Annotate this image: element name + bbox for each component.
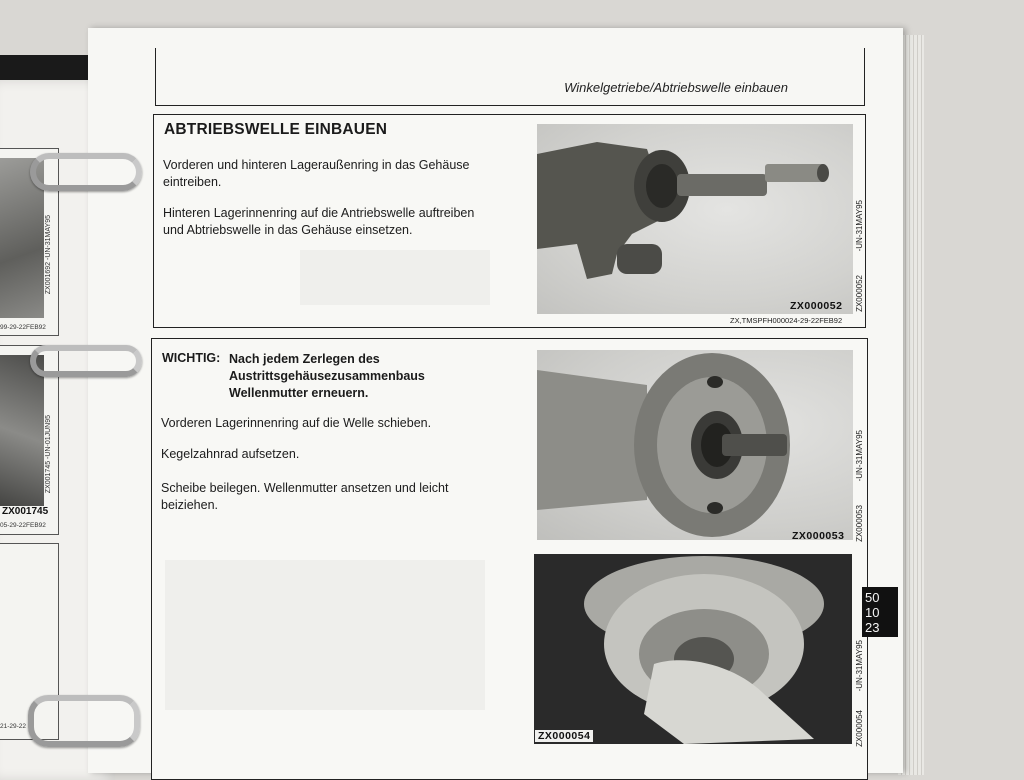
faint-bleed-through xyxy=(300,250,490,305)
left-page-ref-3: 21-29-22 xyxy=(0,723,27,730)
photo-side-code-repeat: ZX000054 xyxy=(855,710,864,747)
photo-side-code: -UN-31MAY95 xyxy=(855,640,864,692)
photo-side-code: -UN-31MAY95 xyxy=(855,200,864,252)
left-page-side-code-1: ZX001692 -UN-31MAY95 xyxy=(45,215,52,295)
tab-line: 23 xyxy=(865,620,880,635)
step-1 xyxy=(161,415,431,432)
left-page-ref-1: 99-29-22FEB92 xyxy=(0,324,46,331)
tab-line: 10 xyxy=(865,605,880,620)
text-line: eintreiben. xyxy=(163,175,222,189)
text-line: Nach jedem Zerlegen des xyxy=(229,352,380,366)
binder-ring-1[interactable] xyxy=(30,153,142,191)
text-line: Vorderen Lagerinnenring auf die Welle schieben. xyxy=(161,416,432,430)
photo-code: ZX000053 xyxy=(792,530,845,542)
photo-code: ZX000052 xyxy=(790,300,843,312)
instruction-paragraph-2 xyxy=(163,205,474,239)
step-2 xyxy=(161,446,299,463)
photo-bevel-gear xyxy=(534,554,852,744)
binder-ring-2[interactable] xyxy=(30,345,142,377)
photo-side-code-repeat: ZX000052 xyxy=(855,275,864,312)
section-number-tab xyxy=(862,587,898,637)
tab-line: 50 xyxy=(865,590,880,605)
text-line: und Abtriebswelle in das Gehäuse einsetzen. xyxy=(163,223,413,237)
text-line: Vorderen und hinteren Lageraußenring in das Gehäuse xyxy=(163,158,470,172)
step-3 xyxy=(161,480,448,514)
text-line: Scheibe beilegen. Wellenmutter ansetzen und leicht xyxy=(161,481,449,495)
warning-label: WICHTIG: xyxy=(162,351,221,365)
left-page-ref-2: 05-29-22FEB92 xyxy=(0,522,46,529)
reference-code: ZX,TMSPFH000024-29-22FEB92 xyxy=(730,316,843,325)
warning-text xyxy=(229,351,489,402)
left-page-photo-code-2: ZX001745 xyxy=(2,506,49,517)
left-page-side-code-2: ZX001745 -UN-01JUN95 xyxy=(45,415,52,494)
header-frame xyxy=(155,48,865,106)
photo-bearing-ring xyxy=(537,350,853,540)
instruction-paragraph-1 xyxy=(163,157,469,191)
left-page-photo-2 xyxy=(0,355,44,515)
gear-illustration xyxy=(534,554,852,744)
housing-illustration xyxy=(537,350,853,540)
text-line: Kegelzahnrad aufsetzen. xyxy=(161,447,300,461)
page-title: Winkelgetriebe/Abtriebswelle einbauen xyxy=(564,80,788,95)
binder-ring-3[interactable] xyxy=(28,695,140,747)
photo-side-code-repeat: ZX000053 xyxy=(855,505,864,542)
photo-side-code: -UN-31MAY95 xyxy=(855,430,864,482)
shaft-illustration xyxy=(537,124,853,314)
section-heading: ABTRIEBSWELLE EINBAUEN xyxy=(164,121,388,138)
text-line: beiziehen. xyxy=(161,498,218,512)
photo-code: ZX000054 xyxy=(535,730,593,742)
text-line: Austrittsgehäusezusammenbaus xyxy=(229,369,425,383)
text-line: Hinteren Lagerinnenring auf die Antriebswelle auftreiben xyxy=(163,206,475,220)
faint-bleed-through xyxy=(165,560,485,710)
text-line: Wellenmutter erneuern. xyxy=(229,386,369,400)
photo-output-shaft xyxy=(537,124,853,314)
